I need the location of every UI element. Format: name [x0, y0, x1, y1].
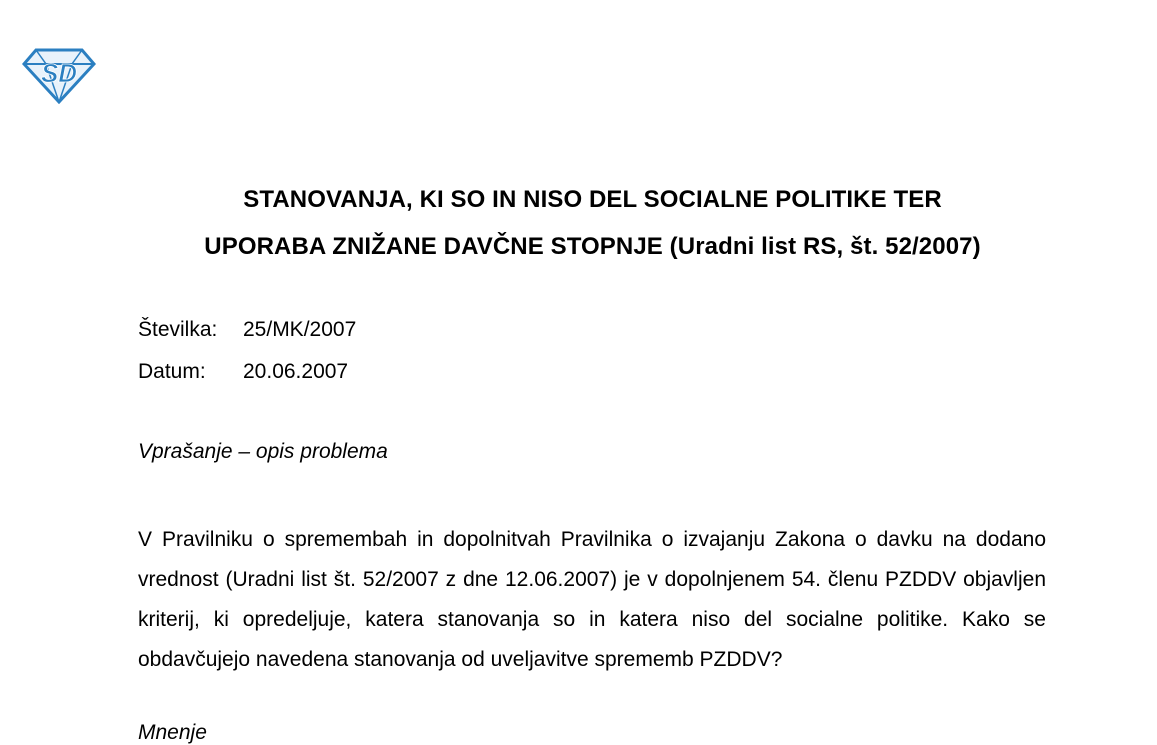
- question-paragraph: V Pravilniku o spremembah in dopolnitvah Pravilnika o izvajanju Zakona o davku na dodano vrednost (Uradni list št. 52/2007 z dne 12.06.2007) je v dopolnjenem 54. členu PZDDV objavljen kriterij, ki opredeljuje, katera stanovanja so in katera niso del socialne politike. Kako se obdavčujejo navedena stanovanja od uveljavitve sprememb PZDDV?: [138, 528, 1046, 671]
- date-label: Datum:: [138, 360, 206, 383]
- number-label: Številka:: [138, 318, 218, 341]
- date-row: [138, 360, 348, 384]
- document-title-line-1: STANOVANJA, KI SO IN NISO DEL SOCIALNE POLITIKE TER: [243, 186, 942, 213]
- number-row: [138, 318, 356, 342]
- svg-text:SD: SD: [40, 58, 78, 88]
- question-heading: Vprašanje – opis problema: [138, 440, 388, 463]
- date-value: 20.06.2007: [243, 360, 349, 383]
- number-value: 25/MK/2007: [243, 318, 357, 341]
- opinion-heading: Mnenje: [138, 721, 207, 744]
- sd-diamond-logo: [22, 48, 96, 104]
- document-title-line-2: UPORABA ZNIŽANE DAVČNE STOPNJE (Uradni list RS, št. 52/2007): [204, 233, 981, 260]
